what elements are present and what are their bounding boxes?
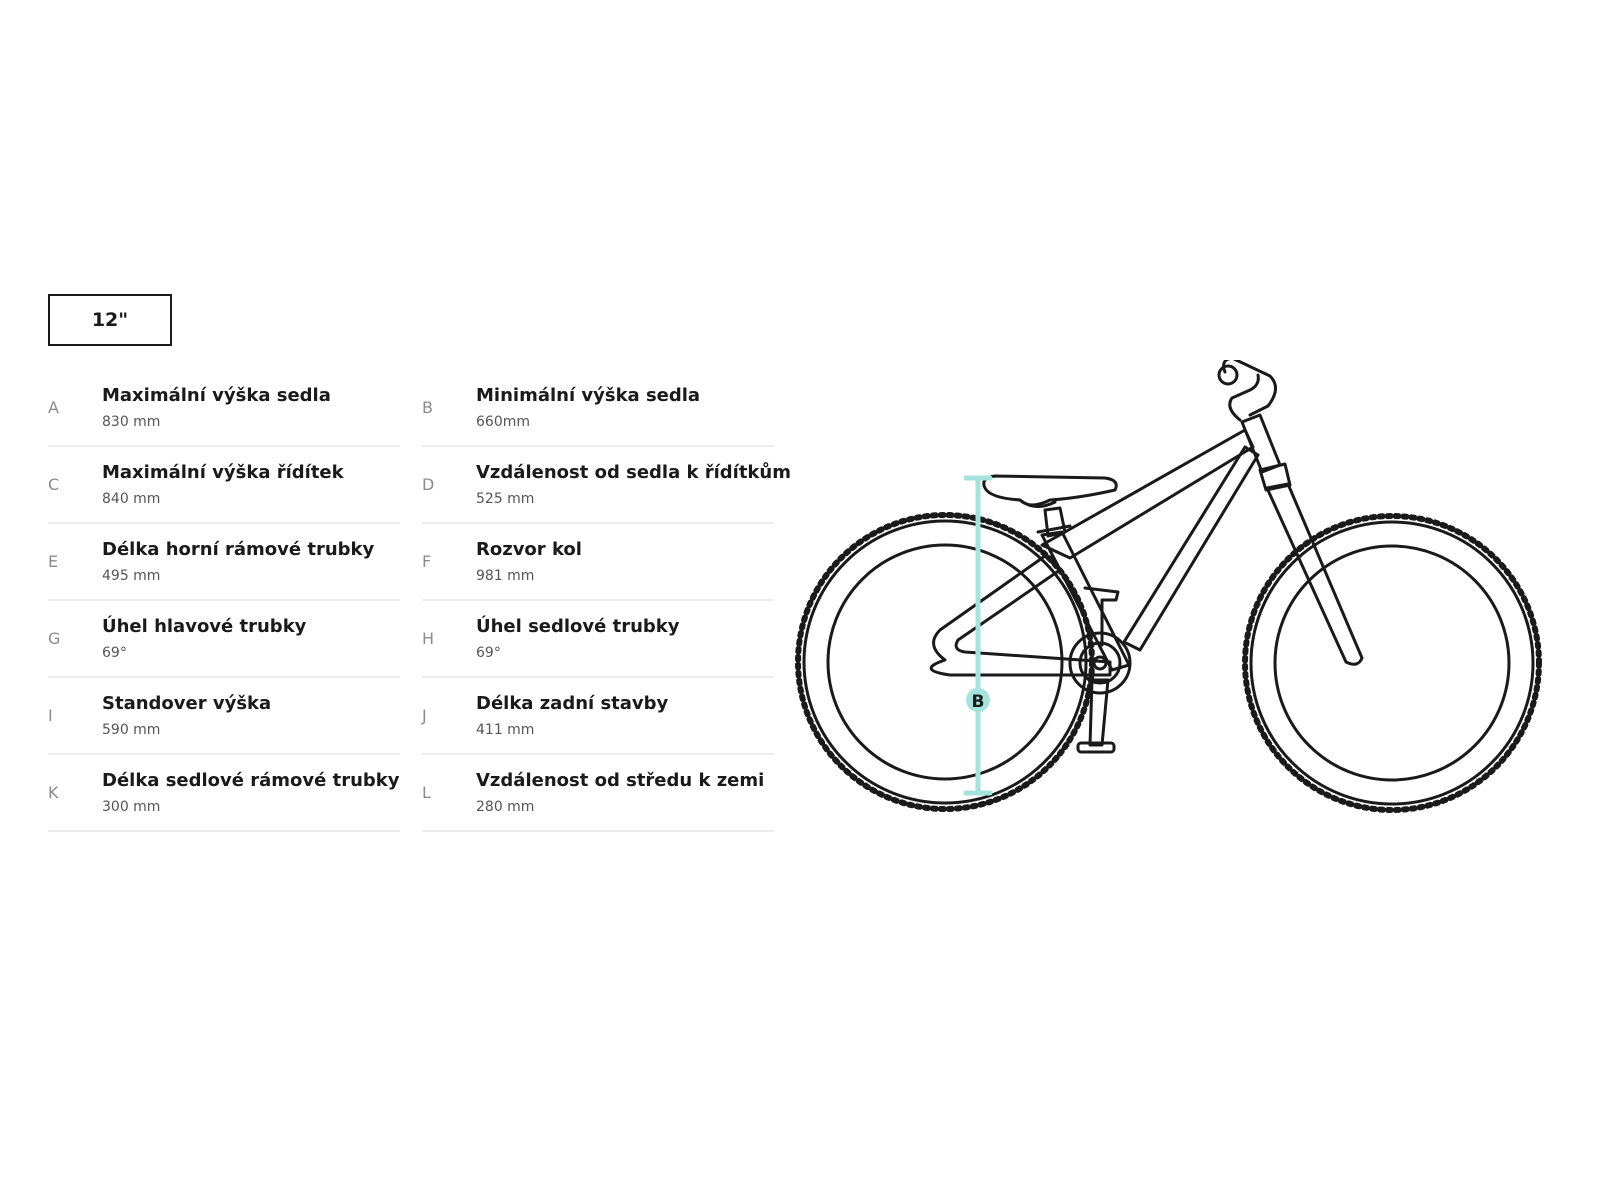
head-tube [1242,415,1280,472]
geometry-letter: H [422,629,435,648]
geometry-letter: A [48,398,59,417]
geometry-value: 590 mm [102,722,161,738]
geometry-label: Vzdálenost od středu k zemi [476,770,765,791]
pedal [1078,743,1114,752]
top-tube [1042,430,1253,558]
front-tire-inner [1251,522,1533,804]
bike-diagram [780,360,1560,830]
geometry-value: 495 mm [102,568,161,584]
geometry-row-b [422,370,774,447]
handlebar-grip-end [1219,366,1237,384]
geometry-label: Délka horní rámové trubky [102,539,375,560]
geometry-row-h [422,601,774,678]
geometry-label: Délka sedlové rámové trubky [102,770,400,791]
geometry-label: Úhel hlavové trubky [102,616,307,637]
geometry-row-g [48,601,400,678]
geometry-label: Maximální výška řídítek [102,462,344,483]
geometry-row-k [48,755,400,832]
geometry-label: Vzdálenost od sedla k řídítkům [476,462,791,483]
geometry-value: 411 mm [476,722,535,738]
geometry-row-l [422,755,774,832]
geometry-row-j [422,678,774,755]
geometry-letter: D [422,475,435,494]
crank-arm [1090,680,1108,745]
geometry-value: 830 mm [102,414,161,430]
rear-rim [828,545,1062,779]
geometry-letter: C [48,475,60,494]
geometry-value: 981 mm [476,568,535,584]
measurement-b [966,478,990,793]
down-tube [1124,447,1258,650]
geometry-table [48,370,791,832]
geometry-letter: L [422,783,431,802]
geometry-value: 280 mm [476,799,535,815]
geometry-row-i [48,678,400,755]
size-tab-12[interactable]: 12" [48,294,172,346]
geometry-row-d [422,447,791,524]
geometry-value: 69° [476,645,501,661]
geometry-letter: I [48,706,53,725]
geometry-label: Maximální výška sedla [102,385,331,406]
geometry-row-a [48,370,400,447]
geometry-label: Standover výška [102,693,272,714]
geometry-letter: J [422,706,427,725]
geometry-letter: G [48,629,61,648]
geometry-value: 69° [102,645,127,661]
saddle [984,476,1117,505]
geometry-value: 840 mm [102,491,161,507]
geometry-letter: K [48,783,59,802]
front-tire [1245,516,1539,810]
geometry-label: Minimální výška sedla [476,385,701,406]
geometry-value: 660mm [476,414,530,430]
geometry-value: 300 mm [102,799,161,815]
geometry-label: Rozvor kol [476,539,582,560]
geometry-value: 525 mm [476,491,535,507]
geometry-row-f [422,524,774,601]
geometry-label: Délka zadní stavby [476,693,669,714]
measurement-b-label: B [971,692,985,712]
geometry-row-e [48,524,400,601]
geometry-letter: B [422,398,433,417]
geometry-letter: E [48,552,59,571]
rear-tire-inner [804,521,1086,803]
geometry-row-c [48,447,400,524]
geometry-letter: F [422,552,432,571]
geometry-label: Úhel sedlové trubky [476,616,680,637]
